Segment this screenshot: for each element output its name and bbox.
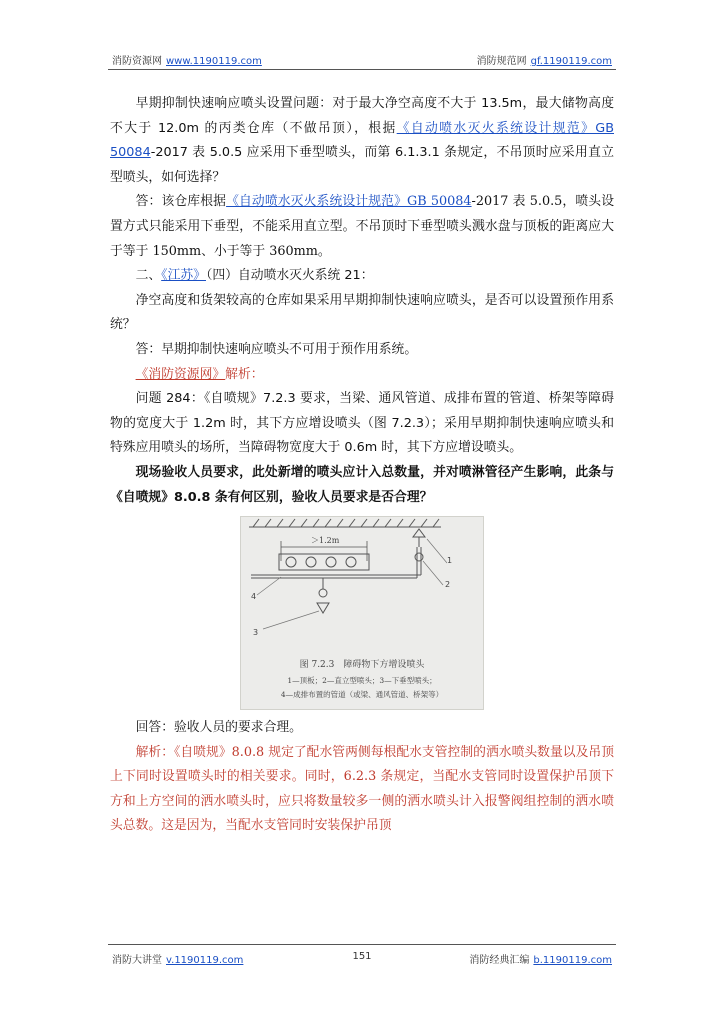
- answer-284: 回答：验收人员的要求合理。: [135, 720, 302, 736]
- header-left-label: 消防资源网: [112, 56, 162, 67]
- standard-link-gb50084[interactable]: 《自动喷水灭火系统设计规范》GB 50084: [110, 120, 614, 161]
- analysis-284: 解析：《自喷规》8.0.8 规定了配水管两侧每根配水支管控制的洒水喷头数量以及吊顶上下同时设置喷头时的相关要求。同时，6.2.3 条规定，当配水支管同时设置保护吊顶下方和上方空间的洒水喷头时，应只将数量较多一侧的洒水喷头计入报警阀组控制的洒水喷头总数。这是因为，当配水支管同时安装保护吊顶: [110, 744, 614, 834]
- header-rule: [108, 69, 616, 70]
- page-number: 151: [352, 951, 372, 962]
- dimension-label: ＞1.2m: [311, 536, 340, 546]
- header-right: [477, 52, 612, 67]
- page-footer: [108, 944, 616, 966]
- question-2: 净空高度和货架较高的仓库如果采用早期抑制快速响应喷头，是否可以设置预作用系统？: [110, 292, 614, 333]
- question-284-followup: 现场验收人员要求，此处新增的喷头应计入总数量，并对喷淋管径产生影响，此条与《自喷规》8.0.8 条有何区别，验收人员要求是否合理？: [110, 464, 614, 505]
- header-right-url[interactable]: gf.1190119.com: [530, 56, 612, 67]
- answer-1-text-a: 答：该仓库根据: [135, 194, 227, 210]
- header-left-url[interactable]: www.1190119.com: [166, 56, 262, 67]
- footer-right-label: 消防经典汇编: [469, 955, 530, 966]
- footer-right: [469, 951, 612, 966]
- figure-caption: 图 7.2.3 障碍物下方增设喷头: [299, 660, 425, 671]
- answer-1-text-b: -2017 表 5.0.5，喷头设置方式只能采用下垂型，不能采用直立型。不吊顶时下垂型喷头溅水盘与顶板的距离应大于等于 150mm、小于等于 360mm。: [110, 194, 614, 259]
- jiangsu-link[interactable]: 《江苏》: [161, 268, 206, 284]
- leader-lines: [257, 539, 447, 629]
- resource-link[interactable]: 《消防资源网》: [135, 366, 226, 382]
- footer-rule: [108, 944, 616, 945]
- ceiling-hatching: [249, 519, 441, 527]
- resource-heading: [110, 363, 614, 388]
- footer-left-url[interactable]: v.1190119.com: [166, 955, 244, 966]
- question-1: [110, 92, 614, 190]
- page-content: [110, 92, 614, 839]
- section-heading-prefix: 二、: [135, 268, 162, 284]
- header-left: [112, 52, 262, 67]
- upright-sprinkler: [413, 529, 425, 561]
- standard-link-gb50084-answer[interactable]: 《自动喷水灭火系统设计规范》GB 50084: [226, 194, 472, 210]
- pendent-sprinkler: [317, 578, 329, 613]
- header-right-label: 消防规范网: [476, 56, 527, 67]
- section-heading: [110, 264, 614, 289]
- figure-label-4: 4: [251, 592, 257, 602]
- footer-left-label: 消防大讲堂: [112, 955, 162, 966]
- footer-right-url[interactable]: b.1190119.com: [533, 955, 612, 966]
- pipe-1: [286, 557, 296, 567]
- page-header: [108, 50, 616, 68]
- figure-7-2-3: [240, 516, 484, 710]
- pipe-3: [326, 557, 336, 567]
- figure-legend-line-2: 4—成排布置的管道（或梁、通风管道、桥架等）: [280, 690, 444, 700]
- answer-1: [110, 190, 614, 264]
- question-1-text-b: -2017 表 5.0.5 应采用下垂型喷头，而第 6.1.3.1 条规定，不吊顶时应采用直立型喷头，如何选择？: [110, 145, 614, 185]
- figure-label-3: 3: [253, 628, 259, 638]
- pipe-2: [306, 557, 316, 567]
- question-1-text-a: 早期抑制快速响应喷头设置问题：对于最大净空高度不大于 13.5m，最大储物高度不大于 12.0m 的丙类仓库（不做吊顶），根据: [110, 96, 614, 136]
- answer-2: 答：早期抑制快速响应喷头不可用于预作用系统。: [135, 341, 418, 357]
- figure-legend-line-1: 1—顶板；2—直立型喷头；3—下垂型喷头；: [287, 676, 437, 686]
- section-heading-text: （四）自动喷水灭火系统 21：: [205, 268, 374, 284]
- question-284: 问题 284：《自喷规》7.2.3 要求，当梁、通风管道、成排布置的管道、桥架等障碍物的宽度大于 1.2m 时，其下方应增设喷头（图 7.2.3）；采用早期抑制快速响应喷头和特殊应用喷头的场所，当障碍物宽度大于 0.6m 时，其下方应增设喷头。: [110, 391, 614, 456]
- figure-label-2: 2: [445, 580, 451, 590]
- pipe-4: [346, 557, 356, 567]
- resource-heading-text: 解析：: [225, 366, 264, 382]
- figure-label-1: 1: [447, 556, 453, 566]
